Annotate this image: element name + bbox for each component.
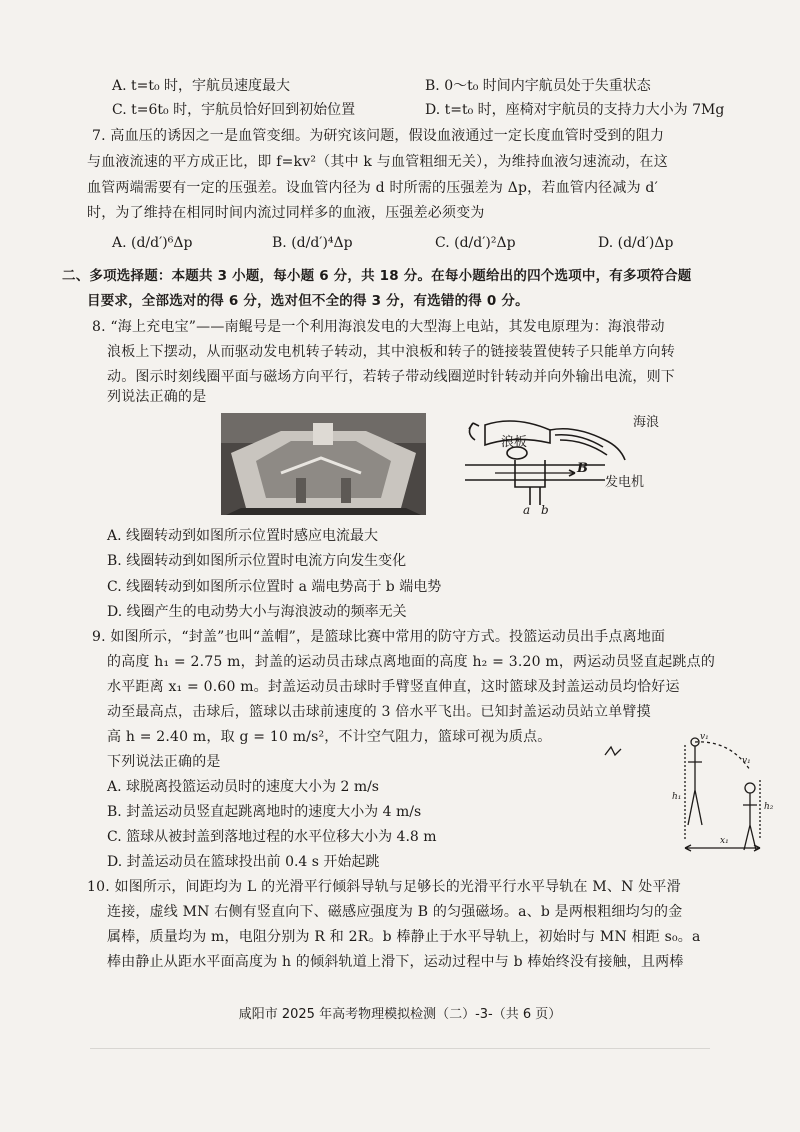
q7-line-3: 血管两端需要有一定的压强差。设血管内径为 d 时所需的压强差为 Δp，若血管内径减为 d′: [87, 180, 658, 196]
q9-line-3: 水平距离 x₁ = 0.60 m。封盖运动员击球时手臂竖直伸直，这时篮球及封盖运动员均恰好运: [107, 679, 680, 695]
q8-line-4: 列说法正确的是: [107, 389, 207, 405]
q8-option-d: D. 线圈产生的电动势大小与海浪波动的频率无关: [107, 604, 407, 620]
q8-line-2: 浪板上下摆动，从而驱动发电机转子转动，其中浪板和转子的链接装置使转子只能单方向转: [107, 344, 675, 360]
q6-option-c: C. t=6t₀ 时，宇航员恰好回到初始位置: [112, 102, 356, 118]
q7-option-d: D. (d/d′)Δp: [598, 235, 674, 251]
q7-line-1: 7. 高血压的诱因之一是血管变细。为研究该问题，假设血液通过一定长度血管时受到的阻力: [92, 128, 665, 144]
q9-line-4: 动至最高点，击球后，篮球以击球前速度的 3 倍水平飞出。已知封盖运动员站立单臂摸: [107, 704, 651, 720]
q7-line-2: 与血液流速的平方成正比，即 f=kv²（其中 k 与血管粗细无关），为维持血液匀速流动，在这: [87, 154, 668, 170]
q8-option-c: C. 线圈转动到如图所示位置时 a 端电势高于 b 端电势: [107, 579, 442, 595]
q9-line-5: 高 h = 2.40 m，取 g = 10 m/s²，不计空气阻力，篮球可视为质点。: [107, 729, 552, 745]
terminal-b-label: b: [541, 503, 549, 517]
q9-line-1: 9. 如图所示，“封盖”也叫“盖帽”，是篮球比赛中常用的防守方式。投篮运动员出手点离地面: [92, 629, 666, 645]
h2-label: h₂: [764, 802, 774, 812]
q10-line-3: 属棒，质量均为 m，电阻分别为 R 和 2R。b 棒静止于水平导轨上，初始时与 MN 相距 s₀。a: [107, 929, 701, 945]
velocity-label-1: v₁: [700, 732, 709, 742]
q7-option-a: A. (d/d′)⁶Δp: [112, 235, 193, 251]
generator-diagram: [455, 405, 695, 520]
bottom-divider: [90, 1048, 710, 1049]
section2-heading-cont: 目要求，全部选对的得 6 分，选对但不全的得 3 分，有选错的得 0 分。: [87, 293, 529, 309]
wave-label: 海浪: [633, 415, 660, 430]
field-label: B: [577, 461, 588, 476]
q6-option-a: A. t=t₀ 时，宇航员速度最大: [112, 78, 291, 94]
q8-option-b: B. 线圈转动到如图所示位置时电流方向发生变化: [107, 553, 407, 569]
q9-option-a: A. 球脱离投篮运动员时的速度大小为 2 m/s: [107, 779, 379, 795]
q9-option-d: D. 封盖运动员在篮球投出前 0.4 s 开始起跳: [107, 854, 380, 870]
q10-line-1: 10. 如图所示，间距均为 L 的光滑平行倾斜导轨与足够长的光滑平行水平导轨在 M、N 处平滑: [87, 879, 681, 895]
q8-line-1: 8. “海上充电宝”——南鲲号是一个利用海浪发电的大型海上电站，其发电原理为：海浪带动: [92, 319, 665, 335]
q7-option-b: B. (d/d′)⁴Δp: [272, 235, 353, 251]
h1-label: h₁: [672, 792, 682, 802]
generator-label: 发电机: [605, 475, 645, 490]
terminal-a-label: a: [523, 503, 531, 517]
q9-line-6: 下列说法正确的是: [107, 754, 221, 770]
q6-option-d: D. t=t₀ 时，座椅对宇航员的支持力大小为 7Mg: [425, 102, 725, 118]
plate-label: 浪板: [501, 435, 528, 450]
x1-label: x₁: [720, 836, 729, 846]
q10-line-4: 棒由静止从距水平面高度为 h 的倾斜轨道上滑下，运动过程中与 b 棒始终没有接触，且两棒: [107, 954, 684, 970]
power-station-photo: [221, 413, 426, 515]
q10-line-2: 连接，虚线 MN 右侧有竖直向下、磁感应强度为 B 的匀强磁场。a、b 是两根粗细均匀的金: [107, 904, 683, 920]
section2-heading: 二、多项选择题：本题共 3 小题，每小题 6 分，共 18 分。在每小题给出的四个选项中，有多项符合题: [62, 268, 692, 284]
q7-line-4: 时，为了维持在相同时间内流过同样多的血液，压强差必须变为: [87, 205, 485, 221]
q6-option-b: B. 0～t₀ 时间内宇航员处于失重状态: [425, 78, 651, 94]
q9-option-c: C. 篮球从被封盖到落地过程的水平位移大小为 4.8 m: [107, 829, 437, 845]
q7-option-c: C. (d/d′)²Δp: [435, 235, 516, 251]
q8-option-a: A. 线圈转动到如图所示位置时感应电流最大: [107, 528, 379, 544]
basketball-diagram: [600, 730, 780, 862]
q8-line-3: 动。图示时刻线圈平面与磁场方向平行，若转子带动线圈逆时针转动并向外输出电流，则下: [107, 369, 675, 385]
q9-option-b: B. 封盖运动员竖直起跳离地时的速度大小为 4 m/s: [107, 804, 422, 820]
velocity-label-2: v₁: [742, 756, 751, 766]
page-footer: 咸阳市 2025 年高考物理模拟检测（二）-3-（共 6 页）: [238, 1007, 562, 1022]
q9-line-2: 的高度 h₁ = 2.75 m，封盖的运动员击球点离地面的高度 h₂ = 3.20 m，两运动员竖直起跳点的: [107, 654, 716, 670]
